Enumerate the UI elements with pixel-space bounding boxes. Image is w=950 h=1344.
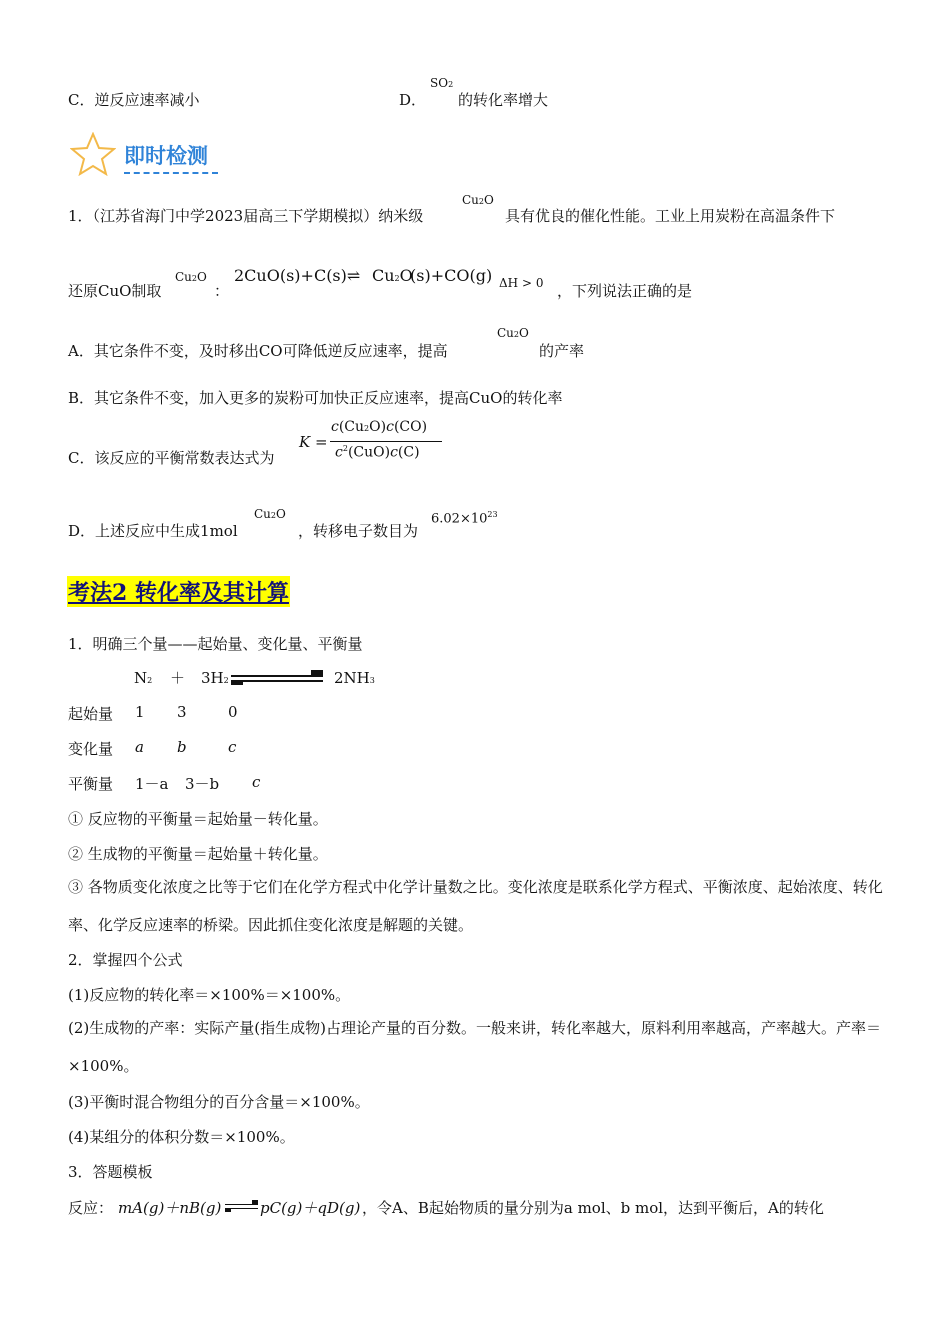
template-suffix: ，令A、B起始物质的量分别为a mol、b mol，达到平衡后，A的转化: [362, 1199, 824, 1217]
cu2o-formula-a: Cu2O: [497, 326, 529, 340]
rule-1: ① 反应物的平衡量＝起始量－转化量。: [68, 810, 328, 828]
question-colon: ：: [214, 282, 230, 300]
template-eq-right: pC(g)＋qD(g): [260, 1199, 361, 1217]
option-d-prefix: D．上述反应中生成1mol: [68, 522, 238, 540]
star-icon: [70, 132, 116, 176]
option-a-suffix: 的产率: [539, 342, 585, 360]
k-fraction-bar: [330, 441, 442, 442]
check-header-title: 即时检测: [124, 144, 208, 168]
option-d-top-text: 的转化率增大: [458, 91, 549, 109]
option-b: B．其它条件不变，加入更多的炭粉可加快正反应速率，提高CuO的转化率: [68, 389, 563, 407]
rule-2: ② 生成物的平衡量＝起始量＋转化量。: [68, 845, 328, 863]
reaction-plus: ＋: [170, 669, 186, 687]
k-numerator: c(Cu2O)c(CO): [331, 419, 428, 435]
section2-point3: 3．答题模板: [68, 1163, 153, 1181]
avogadro-number: $6.02\times 10^{23}$: [431, 510, 498, 527]
cu2o-formula-2: Cu2O: [175, 270, 207, 284]
section2-point1: 1．明确三个量——起始量、变化量、平衡量: [68, 635, 363, 653]
option-c-top: C．逆反应速率减小: [68, 91, 200, 109]
rule-3: ③ 各物质变化浓度之比等于它们在化学方程式中化学计量数之比。变化浓度是联系化学方程式、平衡浓度、起始浓度、转化率、化学反应速率的桥梁。因此抓住变化浓度是解题的关键。: [68, 878, 883, 934]
formula-4: (4)某组分的体积分数＝×100%。: [68, 1128, 295, 1146]
template-prefix: 反应：: [68, 1199, 114, 1217]
check-header-underline: [124, 172, 218, 174]
option-c-prefix: C．该反应的平衡常数表达式为: [68, 449, 275, 467]
delta-h: ΔH > 0: [499, 276, 544, 290]
equation-product: Cu2O: [372, 266, 413, 285]
option-a-prefix: A．其它条件不变，及时移出CO可降低逆反应速率，提高: [68, 342, 448, 360]
question-line2-suffix: ，下列说法正确的是: [557, 282, 693, 300]
section2-point2: 2．掌握四个公式: [68, 951, 183, 969]
reaction-nh3: 2NH3: [334, 669, 375, 687]
section2-title: 考法2 转化率及其计算: [67, 576, 290, 607]
question-line1-suffix: 具有优良的催化性能。工业上用炭粉在高温条件下: [505, 207, 836, 225]
formula-2: (2)生成物的产率：实际产量(指生成物)占理论产量的百分数。一般来讲，转化率越大，原料利用率越高，产率越大。产率＝×100%。: [68, 1019, 881, 1075]
reaction-h2: 3H2: [201, 669, 229, 687]
option-d-top-label: D．: [399, 91, 427, 109]
formula-1: (1)反应物的转化率＝×100%＝×100%。: [68, 986, 351, 1004]
cu2o-formula-d: Cu2O: [254, 507, 286, 521]
formula-3: (3)平衡时混合物组分的百分含量＝×100%。: [68, 1093, 370, 1111]
option-d-mid: ，转移电子数目为: [298, 522, 419, 540]
equation-right: (s)+CO(g): [410, 266, 493, 285]
question-line1-prefix: 1．（江苏省海门中学2023届高三下学期模拟）纳米级: [68, 207, 424, 225]
reaction-n2: N2: [134, 669, 153, 687]
equation-left: 2CuO(s)+C(s)⇌: [234, 266, 361, 285]
question-line2-prefix: 还原CuO制取: [68, 282, 162, 300]
template-eq-left: mA(g)＋nB(g): [118, 1199, 222, 1217]
cu2o-formula-1: Cu2O: [462, 193, 494, 207]
so2-formula: SO2: [430, 76, 454, 90]
k-denominator: $c^2(CuO)c(C)$: [335, 444, 420, 461]
k-symbol: K =: [299, 433, 328, 451]
